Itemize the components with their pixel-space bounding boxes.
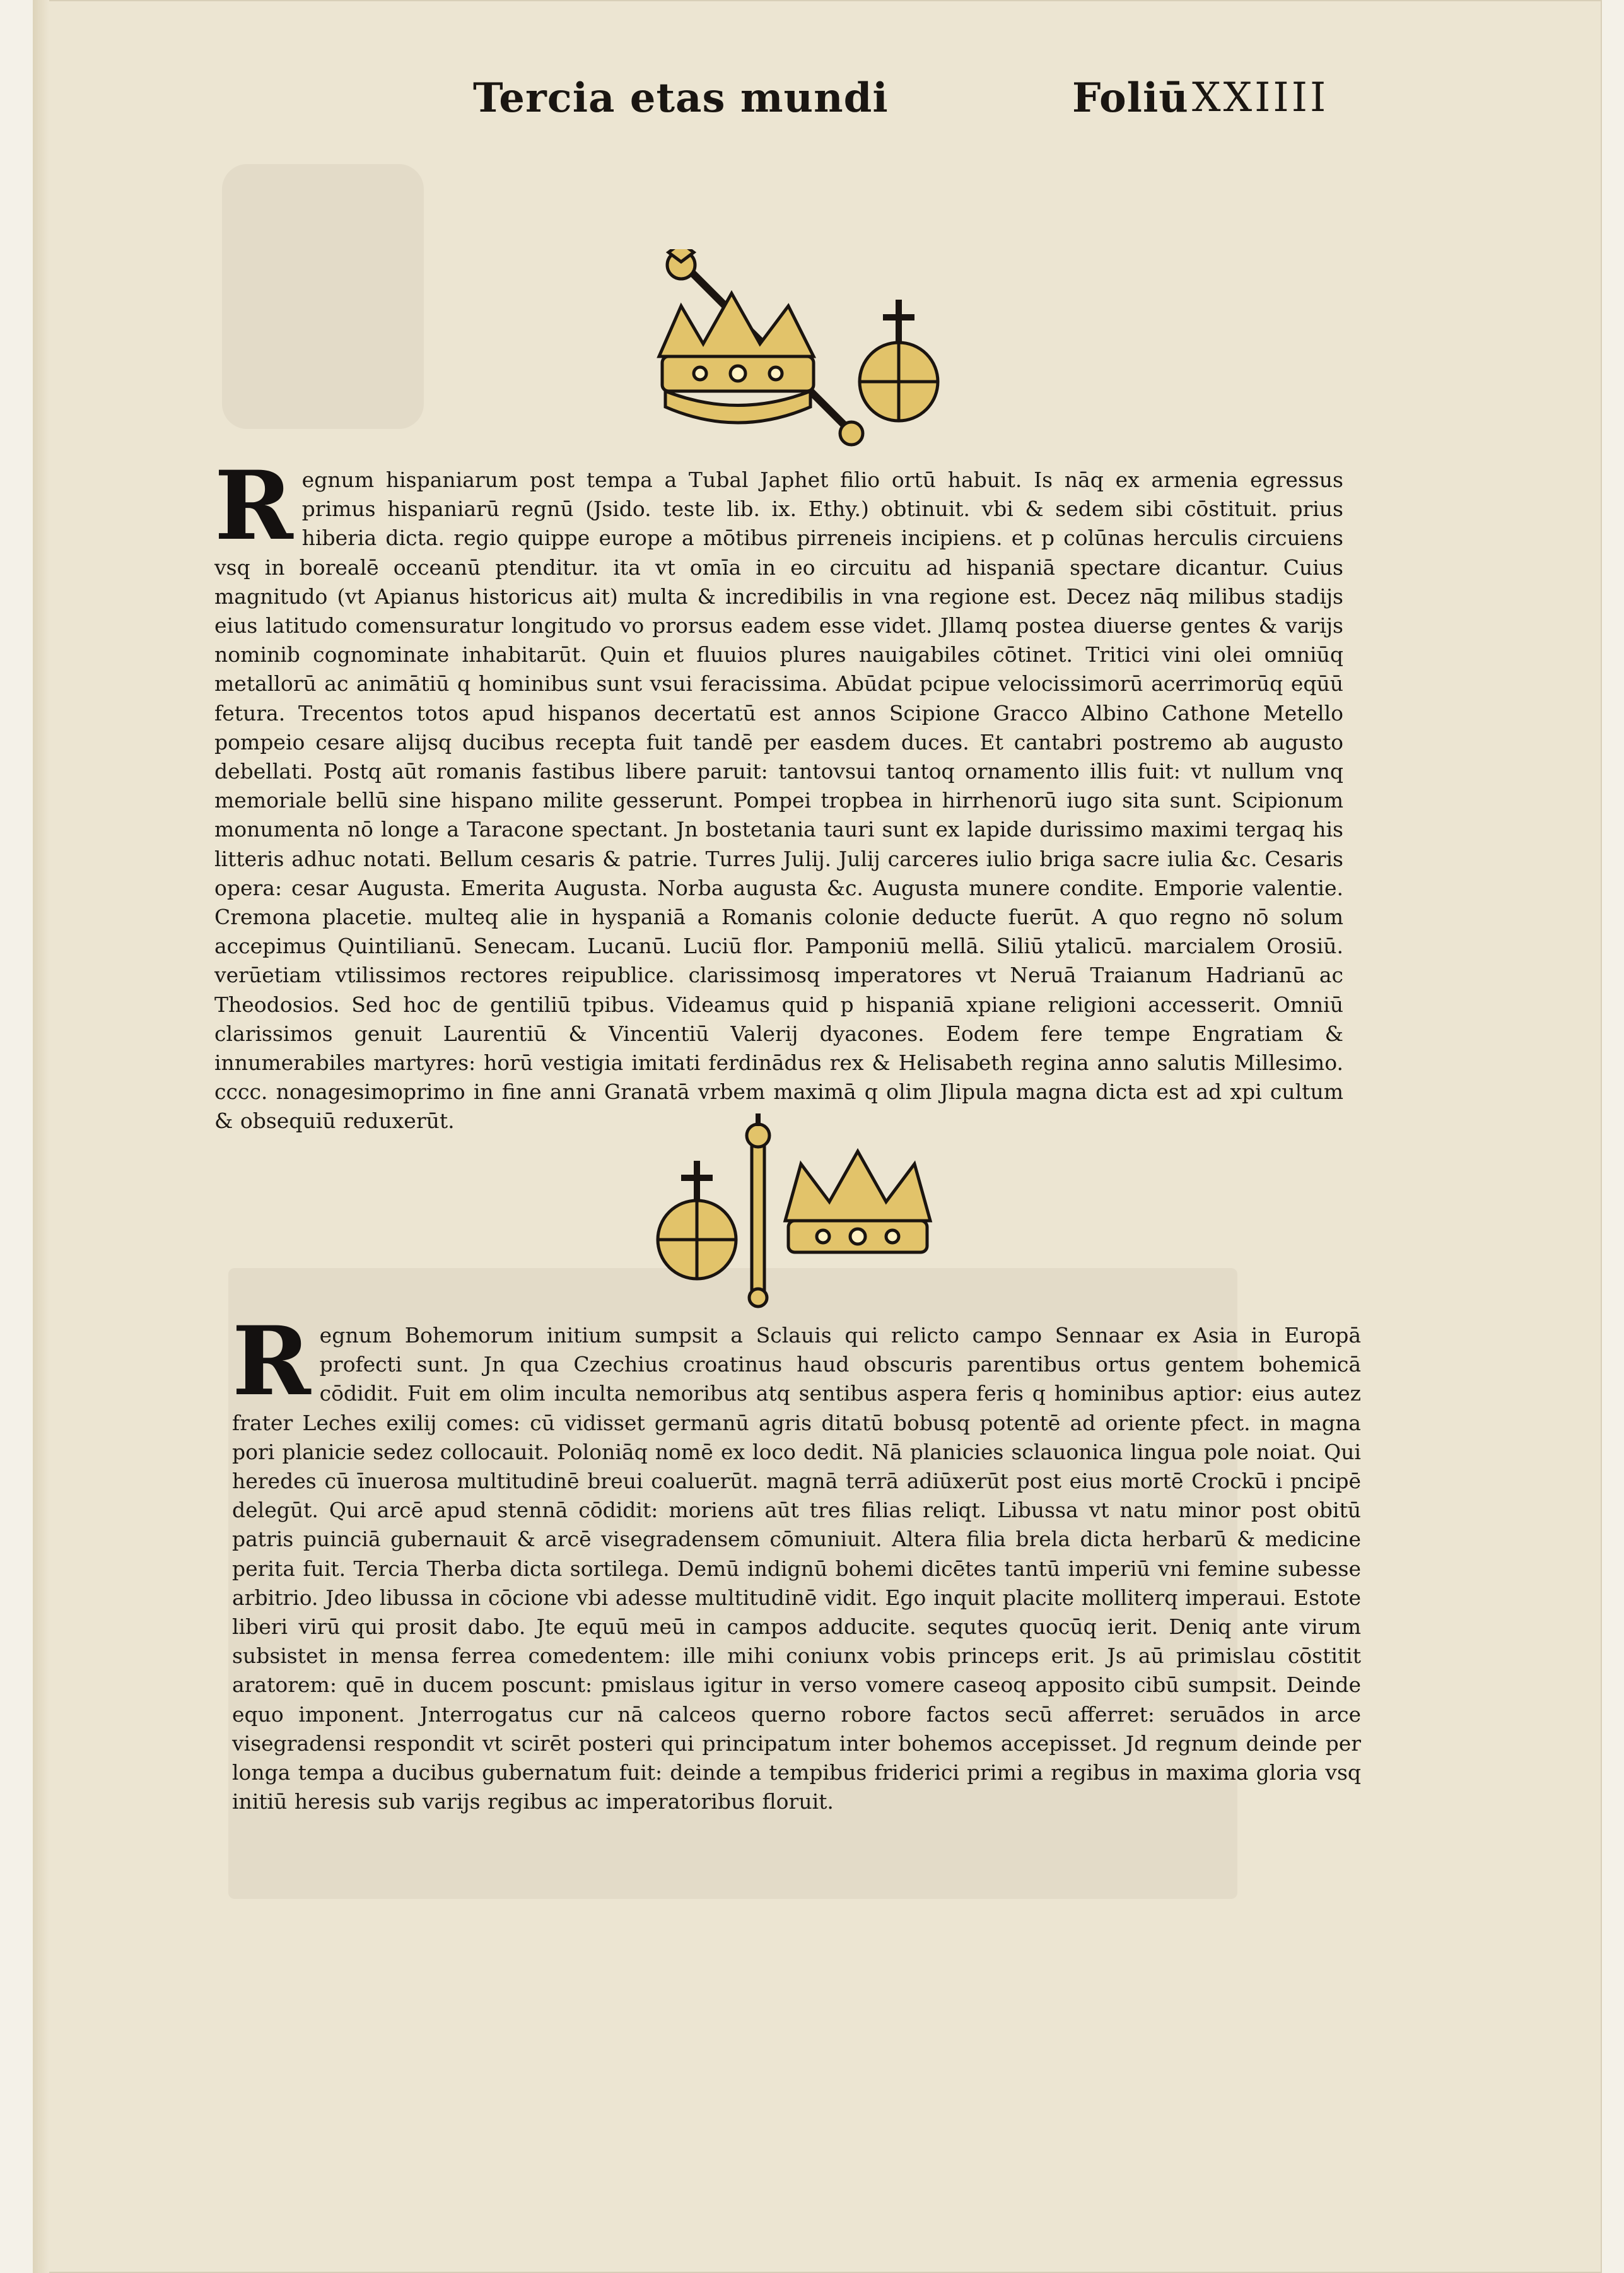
running-title: Tercia etas mundi <box>473 74 889 122</box>
crown-scepter-orb-emblem <box>643 249 959 457</box>
text-block-hispania <box>214 450 1343 1136</box>
drop-cap-initial: R <box>232 1306 311 1417</box>
bleed-through-figure <box>222 164 424 429</box>
folio-numeral: XXIIII <box>1192 74 1329 121</box>
folio-label: Foliū <box>1072 74 1189 122</box>
drop-cap-initial: R <box>214 450 293 561</box>
hispania-text: egnum hispaniarum post tempa a Tubal Japhet filio ortū habuit. Is nāq ex armenia egressus primus hispaniarū regnū (Jsido. teste lib. ix. Ethy.) obtinuit. vbi & sedem sibi cōstituit. prius hiberia dicta. regio quippe europe a mōtibus pirreneis incipiens. et p colūnas herculis circuiens vsq in borealē occeanū ptenditur. ita vt omīa in eo circuitu ad hispaniā spectare dicantur. Cuius magnitudo (vt Apianus historicus ait) multa & incredibilis in vna regione est. Decez nāq milibus stadijs eius latitudo comensuratur longitudo vo prorsus eadem esse videt. Jllamq postea diuerse gentes & varijs nominib cognominate inhabitarūt. Quin et fluuios plures nauigabiles cōtinet. Tritici vini olei omniūq metallorū ac animātiū q hominibus sunt vsui feracissima. Abūdat pcipue velocissimorū acerrimorūq eqūū fetura. Trecentos totos apud hispanos decertatū est annos Scipione Gracco Albino Cathone Metello pompeio cesare alijsq ducibus recepta fuit tandē per easdem duces. Et cantabri postremo ab augusto debellati. Postq aūt romanis fastibus libere paruit: tantovsui tantoq ornamento illis fuit: vt nullum vnq memoriale bellū sine hispano milite gesserunt. Pompei tropbea in hirrhenorū iugo sita sunt. Scipionum monumenta nō longe a Taracone spectant. Jn bostetania tauri sunt ex lapide durissimo maximi tergaq his litteris adhuc notati. Bellum cesaris & patrie. Turres Julij. Julij carceres iulio briga sacre iulia &c. Cesaris opera: cesar Augusta. Emerita Augusta. Norba augusta &c. Augusta munere condite. Emporie valentie. Cremona placetie. multeq alie in hyspaniā a Romanis colonie deducte fuerūt. A quo regno nō solum accepimus Quintilianū. Senecam. Lucanū. Luciū flor. Pamponiū mellā. Siliū ytalicū. marcialem Orosiū. verūetiam vtilissimos rectores reipublice. clarissimosq imperatores vt Neruā Traianum Hadrianū ac Theodosios. Sed hoc de gentiliū tpibus. Videamus quid p hispaniā xpiane religioni accesserit. Omniū clarissimos genuit Laurentiū & Vincentiū Valerij dyacones. Eodem fere tempe Engratiam & innumerabiles martyres: horū vestigia imitati ferdinādus rex & Helisabeth regina anno salutis Millesimo. cccc. nonagesimoprimo in fine anni Granatā vrbem maximā q olim Jlipula magna dicta est ad xpi cultum & obsequiū reduxerūt. <box>214 467 1343 1134</box>
orb-scepter-crown-emblem <box>646 1113 943 1309</box>
text-block-bohemia <box>232 1306 1361 1816</box>
bohemia-text: egnum Bohemorum initium sumpsit a Sclauis qui relicto campo Sennaar ex Asia in Europā profecti sunt. Jn qua Czechius croatinus haud obscuris parentibus ortus gentem bohemicā cōdidit. Fuit em olim inculta nemoribus atq sentibus aspera feris q hominibus aptior: eius autez frater Leches exilij comes: cū vidisset germanū agris ditatū bobusq potentē ad oriente pfect. in magna pori planicie sedez collocauit. Poloniāq nomē ex loco dedit. Nā planicies sclauonica lingua pole noiat. Qui heredes cū īnuerosa multitudinē breui coaluerūt. magnā terrā adiūxerūt post eius mortē Crockū i pncipē delegūt. Qui arcē apud stennā cōdidit: moriens aūt tres filias reliqt. Libussa vt natu minor post obitū patris puinciā gubernauit & arcē visegradensem cōmuniuit. Altera filia brela dicta herbarū & medicine perita fuit. Tercia Therba dicta sortilega. Demū indignū bohemi dicētes tantū imperiū vni femine subesse arbitrio. Jdeo libussa in cōcione vbi adesse multitudinē vidit. Ego inquit placite molliterq imperaui. Estote liberi virū qui prosit dabo. Jte equū meū in campos adducite. sequtes quocūq ierit. Deniq ante virum subsistet in mensa ferrea comedentem: ille mihi coniunx vobis princeps erit. Js aū primislau cōstitit aratorem: quē in ducem poscunt: pmislaus igitur in verso vomere caseoq apposito cibū sumpsit. Deinde equo imponent. Jnterrogatus cur nā calceos querno robore factos secū afferret: seruādos in arce visegradensi respondit vt scirēt posteri qui principatum inter bohemos accepisset. Jd regnum deinde per longa tempa a ducibus gubernatum fuit: deinde a tempibus friderici primi a regibus in maxima gloria vsq initiū heresis sub varijs regibus ac imperatoribus floruit. <box>232 1323 1361 1814</box>
